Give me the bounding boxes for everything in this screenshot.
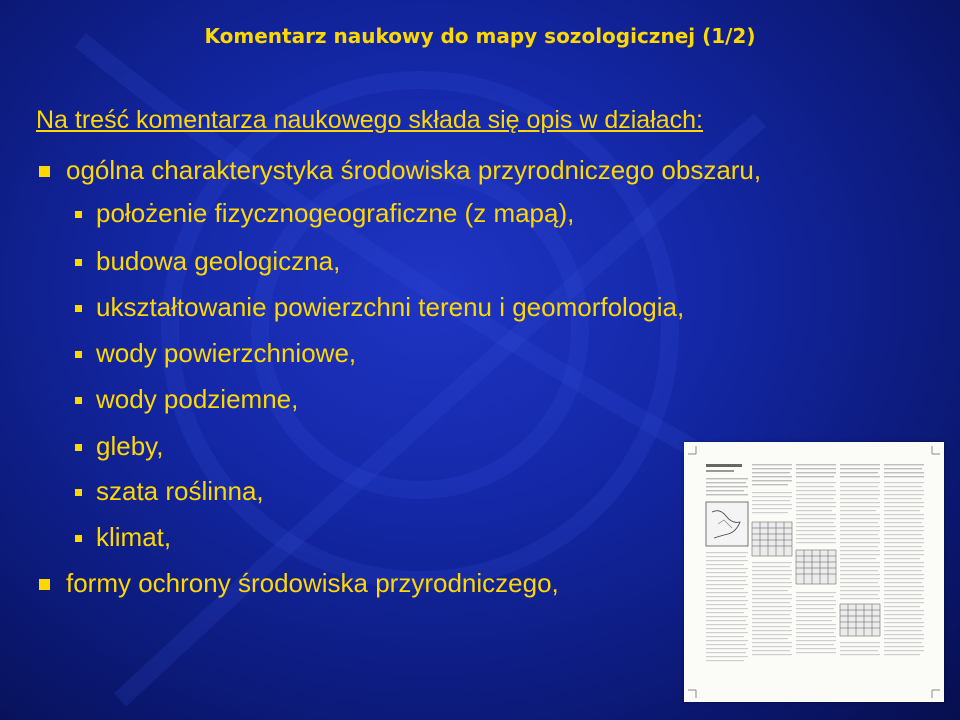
- list-item-label: klimat,: [96, 522, 172, 552]
- list-item-label: ogólna charakterystyka środowiska przyrodniczego obszaru,: [66, 155, 762, 185]
- data-table: [840, 604, 880, 636]
- square-bullet-icon: [75, 259, 82, 266]
- square-bullet-icon: [75, 211, 82, 218]
- list-item-label: ukształtowanie powierzchni terenu i geomorfologia,: [96, 292, 685, 322]
- list-item-label: wody powierzchniowe,: [96, 338, 357, 368]
- square-bullet-icon: [75, 305, 82, 312]
- list-item: [96, 292, 684, 323]
- list-item: [66, 155, 761, 186]
- list-item-label: budowa geologiczna,: [96, 246, 341, 276]
- list-item: [66, 568, 559, 599]
- square-bullet-icon: [75, 489, 82, 496]
- list-item: [96, 476, 264, 507]
- map-figure: [706, 502, 748, 546]
- list-item-label: szata roślinna,: [96, 476, 264, 506]
- data-table: [752, 522, 792, 556]
- list-item-label: gleby,: [96, 431, 164, 461]
- list-item: [96, 522, 171, 553]
- list-item-label: wody podziemne,: [96, 384, 299, 414]
- intro-text: Na treść komentarza naukowego składa się opis w działach:: [36, 106, 704, 134]
- list-item: [96, 246, 340, 277]
- list-item: [96, 198, 574, 229]
- list-item-label: położenie fizycznogeograficzne (z mapą),: [96, 198, 575, 228]
- list-item: [96, 338, 356, 369]
- list-item: [96, 384, 298, 415]
- slide-title: Komentarz naukowy do mapy sozologicznej (1/2): [204, 24, 756, 48]
- square-bullet-icon: [39, 166, 50, 177]
- document-page-icon: [684, 442, 944, 702]
- data-table: [796, 550, 836, 584]
- list-item: [96, 431, 163, 462]
- list-item-label: formy ochrony środowiska przyrodniczego,: [66, 568, 559, 598]
- square-bullet-icon: [75, 351, 82, 358]
- square-bullet-icon: [75, 444, 82, 451]
- square-bullet-icon: [39, 579, 50, 590]
- square-bullet-icon: [75, 535, 82, 542]
- document-page-thumbnail: [684, 442, 944, 702]
- square-bullet-icon: [75, 397, 82, 404]
